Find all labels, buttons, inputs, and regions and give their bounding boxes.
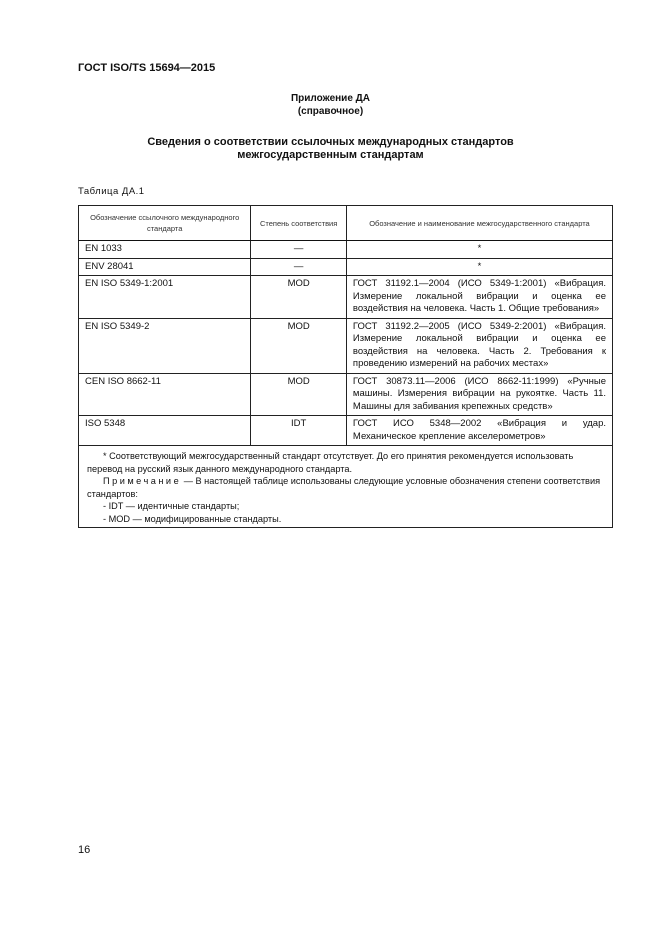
table-header-row	[79, 206, 613, 241]
cell-degree: MOD	[251, 276, 347, 319]
header-degree: Степень соответствия	[251, 206, 347, 241]
annex-title: Приложение ДА	[290, 93, 371, 104]
document-code: ГОСТ ISO/TS 15694—2015	[78, 62, 216, 74]
legend-item: - IDT — идентичные стандарты;	[103, 501, 240, 511]
header-national-standard: Обозначение и наименование межгосударственного стандарта	[346, 206, 612, 241]
table-notes-row	[79, 446, 613, 528]
table-row	[79, 258, 613, 276]
cell-reference: ENV 28041	[79, 258, 251, 276]
table-footnote: * Соответствующий межгосударственный стандарт отсутствует. До его принятия рекомендуется использовать перевод на русский язык данного международного стандарта.	[87, 451, 574, 474]
cell-degree: —	[251, 258, 347, 276]
annex-subtitle: (справочное)	[297, 106, 364, 117]
correspondence-table	[78, 205, 613, 528]
cell-degree: MOD	[251, 318, 347, 373]
table-row	[79, 373, 613, 416]
cell-degree: —	[251, 241, 347, 259]
table-notes	[79, 446, 613, 528]
cell-degree: IDT	[251, 416, 347, 446]
table-row	[79, 416, 613, 446]
cell-reference: EN 1033	[79, 241, 251, 259]
page-number: 16	[78, 844, 91, 856]
cell-reference: EN ISO 5349-1:2001	[79, 276, 251, 319]
table-row	[79, 318, 613, 373]
header-reference-standard: Обозначение ссылочного международного стандарта	[79, 206, 251, 241]
cell-national: ГОСТ 31192.2—2005 (ИСО 5349-2:2001) «Вибрация. Измерение локальной вибрации и оценка ее воздействия на человека. Часть 2. Требования к проведению измерений на рабочих местах»	[346, 318, 612, 373]
table-row	[79, 276, 613, 319]
table-note	[87, 475, 604, 500]
table-row	[79, 241, 613, 259]
legend-item: - MOD — модифицированные стандарты.	[103, 513, 282, 524]
cell-reference: ISO 5348	[79, 416, 251, 446]
cell-national: ГОСТ 31192.1—2004 (ИСО 5349-1:2001) «Вибрация. Измерение локальной вибрации и оценка ее воздействия на человека. Часть 1. Общие требования»	[346, 276, 612, 319]
table-label: Таблица ДА.1	[78, 186, 145, 197]
cell-national: *	[346, 258, 612, 276]
cell-degree: MOD	[251, 373, 347, 416]
cell-reference: EN ISO 5349-2	[79, 318, 251, 373]
note-text: — В настоящей таблице использованы следующие условные обозначения степени соответствия стандартов:	[87, 476, 601, 499]
section-heading: Сведения о соответствии ссылочных международных стандартов межгосударственным стандартам	[147, 136, 514, 161]
cell-national: *	[346, 241, 612, 259]
note-label: Примечание	[103, 476, 182, 486]
cell-national: ГОСТ 30873.11—2006 (ИСО 8662-11:1999) «Ручные машины. Измерения вибрации на рукоятке. Часть 11. Машины для забивания крепежных средств»	[346, 373, 612, 416]
cell-reference: CEN ISO 8662-11	[79, 373, 251, 416]
cell-national: ГОСТ ИСО 5348—2002 «Вибрация и удар. Механическое крепление акселерометров»	[346, 416, 612, 446]
